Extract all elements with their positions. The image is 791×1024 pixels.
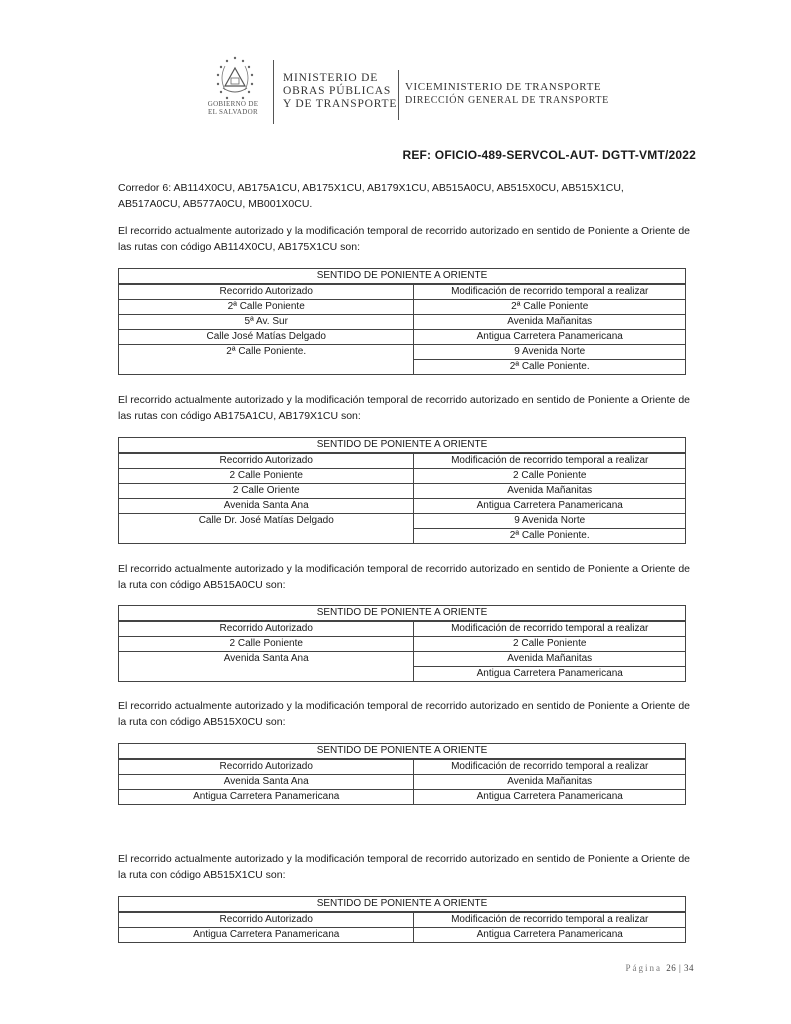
- route-table: [118, 437, 686, 544]
- page-number: 26 | 34: [666, 963, 694, 973]
- table-cell: 2ª Calle Poniente.: [414, 360, 686, 375]
- route-table: [118, 605, 686, 682]
- column-header-authorized: Recorrido Autorizado: [119, 759, 414, 775]
- table-cell: Antigua Carretera Panamericana: [119, 928, 414, 943]
- table-cell: Antigua Carretera Panamericana: [414, 667, 686, 682]
- table-title: SENTIDO DE PONIENTE A ORIENTE: [119, 897, 686, 913]
- table-cell: 2ª Calle Poniente.: [414, 529, 686, 544]
- ministry-name: MINISTERIO DE OBRAS PÚBLICAS Y DE TRANSPORTE: [283, 72, 398, 110]
- letterhead: [195, 50, 655, 140]
- table-cell: 2ª Calle Poniente: [414, 300, 686, 315]
- table-cell: 9 Avenida Norte: [414, 345, 686, 360]
- table-title: SENTIDO DE PONIENTE A ORIENTE: [119, 606, 686, 622]
- route-table: [118, 743, 686, 805]
- document-reference: REF: OFICIO-489-SERVCOL-AUT- DGTT-VMT/2022: [402, 148, 696, 162]
- table-cell: Avenida Santa Ana: [119, 499, 414, 514]
- table-cell: 2 Calle Poniente: [414, 469, 686, 484]
- section-intro: El recorrido actualmente autorizado y la modificación temporal de recorrido autorizado en sentido de Poniente a Oriente de las rutas con código AB175A1CU, AB179X1CU son:: [118, 394, 690, 422]
- table-cell: 2 Calle Poniente: [414, 637, 686, 652]
- table-cell: Antigua Carretera Panamericana: [414, 330, 686, 345]
- table-cell: Avenida Mañanitas: [414, 315, 686, 330]
- table-cell: Avenida Santa Ana: [119, 652, 414, 682]
- table-cell: 5ª Av. Sur: [119, 315, 414, 330]
- column-header-authorized: Recorrido Autorizado: [119, 453, 414, 469]
- vice-ministry-name: VICEMINISTERIO DE TRANSPORTE DIRECCIÓN GENERAL DE TRANSPORTE: [405, 81, 609, 106]
- table-cell: Antigua Carretera Panamericana: [119, 790, 414, 805]
- section-intro: El recorrido actualmente autorizado y la modificación temporal de recorrido autorizado en sentido de Poniente a Oriente de la ruta con código AB515X1CU son:: [118, 853, 690, 881]
- header-divider: [273, 60, 274, 124]
- page-word: Página: [625, 963, 662, 973]
- table-title: SENTIDO DE PONIENTE A ORIENTE: [119, 438, 686, 454]
- table-title: SENTIDO DE PONIENTE A ORIENTE: [119, 744, 686, 760]
- column-header-authorized: Recorrido Autorizado: [119, 284, 414, 300]
- route-table: [118, 268, 686, 375]
- table-cell: Antigua Carretera Panamericana: [414, 928, 686, 943]
- table-cell: 2 Calle Poniente: [119, 637, 414, 652]
- section-intro: El recorrido actualmente autorizado y la modificación temporal de recorrido autorizado en sentido de Poniente a Oriente de la ruta con código AB515A0CU son:: [118, 563, 690, 591]
- table-cell: Avenida Mañanitas: [414, 652, 686, 667]
- table-cell: Avenida Santa Ana: [119, 775, 414, 790]
- table-cell: 2 Calle Oriente: [119, 484, 414, 499]
- route-table: [118, 896, 686, 943]
- table-cell: Antigua Carretera Panamericana: [414, 499, 686, 514]
- column-header-modification: Modificación de recorrido temporal a realizar: [414, 912, 686, 928]
- page-footer: [625, 963, 694, 973]
- table-cell: 9 Avenida Norte: [414, 514, 686, 529]
- header-divider: [398, 70, 399, 120]
- column-header-modification: Modificación de recorrido temporal a realizar: [414, 284, 686, 300]
- corridor-codes: Corredor 6: AB114X0CU, AB175A1CU, AB175X1CU, AB179X1CU, AB515A0CU, AB515X0CU, AB515X1CU, AB517A0CU, AB577A0CU, MB001X0CU.: [118, 182, 624, 210]
- table-cell: Antigua Carretera Panamericana: [414, 790, 686, 805]
- column-header-modification: Modificación de recorrido temporal a realizar: [414, 759, 686, 775]
- table-cell: 2ª Calle Poniente: [119, 300, 414, 315]
- table-cell: 2 Calle Poniente: [119, 469, 414, 484]
- table-cell: Avenida Mañanitas: [414, 484, 686, 499]
- government-label: GOBIERNO DE EL SALVADOR: [207, 100, 259, 116]
- table-cell: Calle Dr. José Matías Delgado: [119, 514, 414, 544]
- table-title: SENTIDO DE PONIENTE A ORIENTE: [119, 269, 686, 285]
- column-header-authorized: Recorrido Autorizado: [119, 621, 414, 637]
- table-cell: 2ª Calle Poniente.: [119, 345, 414, 375]
- column-header-modification: Modificación de recorrido temporal a realizar: [414, 453, 686, 469]
- table-cell: Avenida Mañanitas: [414, 775, 686, 790]
- section-intro: El recorrido actualmente autorizado y la modificación temporal de recorrido autorizado en sentido de Poniente a Oriente de la ruta con código AB515X0CU son:: [118, 700, 690, 728]
- column-header-modification: Modificación de recorrido temporal a realizar: [414, 621, 686, 637]
- section-intro: El recorrido actualmente autorizado y la modificación temporal de recorrido autorizado en sentido de Poniente a Oriente de las rutas con código AB114X0CU, AB175X1CU son:: [118, 225, 690, 253]
- table-cell: Calle José Matías Delgado: [119, 330, 414, 345]
- column-header-authorized: Recorrido Autorizado: [119, 912, 414, 928]
